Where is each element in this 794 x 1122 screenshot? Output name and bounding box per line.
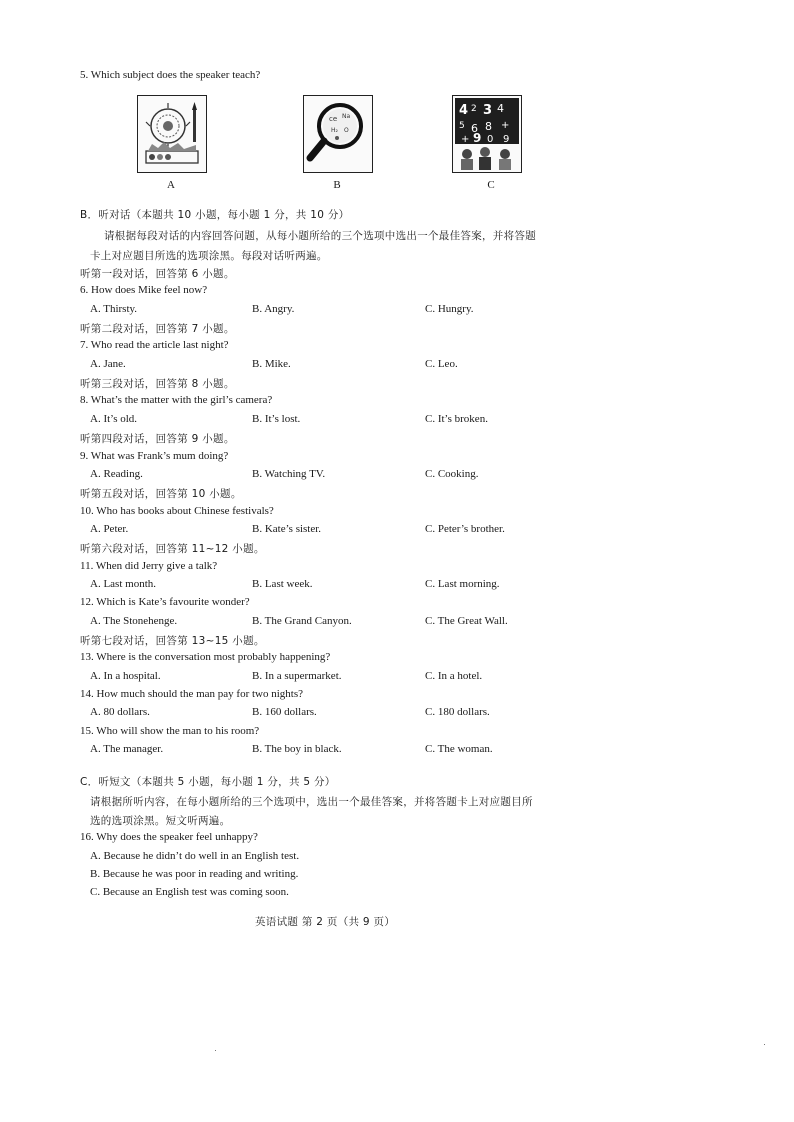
option-a: A. Because he didn’t do well in an English test. — [90, 850, 300, 862]
option-c: C. Leo. — [425, 358, 458, 370]
option-c: C. It’s broken. — [425, 413, 488, 425]
option-c-label: C — [487, 179, 495, 191]
dialog-instruction: 听第七段对话，回答第 13~15 小题。 — [80, 635, 265, 647]
option-a: A. It’s old. — [90, 413, 138, 425]
option-a: A. The manager. — [90, 743, 164, 755]
svg-text:H₂: H₂ — [331, 127, 338, 134]
option-b: B. Watching TV. — [252, 468, 326, 480]
dialog-instruction: 听第三段对话，回答第 8 小题。 — [80, 378, 235, 390]
svg-text:4: 4 — [497, 102, 504, 115]
svg-text:6: 6 — [471, 122, 478, 135]
dialog-instruction: 听第五段对话，回答第 10 小题。 — [80, 488, 242, 500]
option-a: A. Last month. — [90, 578, 156, 590]
svg-text:8: 8 — [485, 120, 492, 133]
option-c: C. Last morning. — [425, 578, 500, 590]
section-c-instruction-1: 请根据所听内容，在每小题所给的三个选项中，选出一个最佳答案，并将答题卡上对应题目所 — [90, 796, 533, 808]
option-c: C. In a hotel. — [425, 670, 483, 682]
dialog-instruction: 听第一段对话，回答第 6 小题。 — [80, 268, 235, 280]
question-text: 15. Who will show the man to his room? — [80, 725, 260, 737]
svg-text:5: 5 — [459, 121, 465, 131]
question-text: 12. Which is Kate’s favourite wonder? — [80, 596, 250, 608]
art-painting-icon — [137, 95, 207, 173]
option-c: C. Because an English test was coming soon. — [90, 886, 289, 898]
option-a: A. Thirsty. — [90, 303, 138, 315]
question-text: 16. Why does the speaker feel unhappy? — [80, 831, 258, 843]
option-b: B. In a supermarket. — [252, 670, 342, 682]
svg-text:ce: ce — [329, 115, 338, 123]
option-c: C. Peter’s brother. — [425, 523, 505, 535]
question-text: 6. How does Mike feel now? — [80, 284, 208, 296]
option-c: C. The Great Wall. — [425, 615, 508, 627]
option-b: B. Mike. — [252, 358, 291, 370]
question-text: 14. How much should the man pay for two nights? — [80, 688, 304, 700]
svg-text:3: 3 — [483, 103, 493, 118]
option-b: B. Last week. — [252, 578, 313, 590]
question-text: 10. Who has books about Chinese festivals? — [80, 505, 274, 517]
option-c: C. Cooking. — [425, 468, 479, 480]
option-b: B. The Grand Canyon. — [252, 615, 352, 627]
option-c: C. 180 dollars. — [425, 706, 490, 718]
question-text: 9. What was Frank’s mum doing? — [80, 450, 229, 462]
section-b-header: B．听对话（本题共 10 小题，每小题 1 分，共 10 分） — [80, 209, 350, 221]
option-b: B. The boy in black. — [252, 743, 342, 755]
svg-text:+: + — [461, 134, 470, 145]
svg-text:+: + — [501, 120, 510, 131]
science-magnifier-icon — [303, 95, 373, 173]
svg-text:0: 0 — [487, 134, 494, 145]
option-a: A. Jane. — [90, 358, 126, 370]
svg-text:O: O — [344, 127, 349, 134]
svg-text:Na: Na — [342, 113, 351, 120]
svg-text:9: 9 — [473, 131, 482, 145]
option-b: B. 160 dollars. — [252, 706, 317, 718]
svg-text:4: 4 — [459, 103, 469, 118]
svg-text:2: 2 — [471, 104, 477, 114]
question-text: 8. What’s the matter with the girl’s camera? — [80, 394, 273, 406]
section-b-instruction-2: 卡上对应题目所选的选项涂黑。每段对话听两遍。 — [90, 250, 328, 262]
math-numbers-icon — [452, 95, 522, 173]
question-text: 7. Who read the article last night? — [80, 339, 229, 351]
question-text: 11. When did Jerry give a talk? — [80, 560, 218, 572]
option-b: B. Because he was poor in reading and writing. — [90, 868, 299, 880]
option-c: C. Hungry. — [425, 303, 474, 315]
dialog-instruction: 听第六段对话，回答第 11~12 小题。 — [80, 543, 265, 555]
option-b: B. It’s lost. — [252, 413, 301, 425]
option-c: C. The woman. — [425, 743, 493, 755]
option-b-label: B — [333, 179, 341, 191]
option-a: A. Reading. — [90, 468, 143, 480]
q5-question: 5. Which subject does the speaker teach? — [80, 69, 261, 81]
page-footer: 英语试题 第 2 页（共 9 页） — [255, 916, 396, 928]
section-c-header: C．听短文（本题共 5 小题，每小题 1 分，共 5 分） — [80, 776, 336, 788]
option-b: B. Angry. — [252, 303, 295, 315]
section-b-instruction-1: 请根据每段对话的内容回答问题，从每小题所给的三个选项中选出一个最佳答案，并将答题 — [104, 230, 536, 242]
option-a: A. Peter. — [90, 523, 129, 535]
svg-text:9: 9 — [503, 134, 510, 145]
option-a-label: A — [167, 179, 175, 191]
option-b: B. Kate’s sister. — [252, 523, 322, 535]
option-a: A. 80 dollars. — [90, 706, 150, 718]
option-a: A. In a hospital. — [90, 670, 161, 682]
question-text: 13. Where is the conversation most probably happening? — [80, 651, 331, 663]
dialog-instruction: 听第四段对话，回答第 9 小题。 — [80, 433, 235, 445]
option-a: A. The Stonehenge. — [90, 615, 178, 627]
dialog-instruction: 听第二段对话，回答第 7 小题。 — [80, 323, 235, 335]
section-c-instruction-2: 选的选项涂黑。短文听两遍。 — [90, 815, 231, 827]
